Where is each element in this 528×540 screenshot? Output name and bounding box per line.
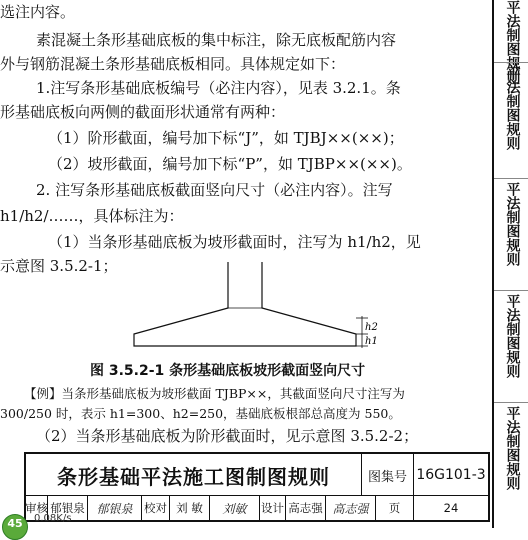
text-line-5: 形基础底板向两侧的截面形状通常有两种：: [0, 103, 286, 121]
reviewer-name: 郁银泉: [48, 496, 88, 520]
foundation-outline: [134, 262, 356, 346]
text-line-1: 选注内容。: [0, 3, 76, 21]
side-tab-4[interactable]: 平法制图规则: [504, 294, 521, 378]
checker-name: 刘 敏: [170, 496, 210, 520]
speed-readout: 0.08K/s: [34, 513, 72, 524]
side-tab-3[interactable]: 平法制图规则: [504, 182, 521, 266]
network-speed-widget[interactable]: [0, 512, 130, 528]
reviewer-signature: 郁银泉: [88, 496, 142, 520]
text-line-11: 示意图 3.5.2-1；: [0, 257, 118, 275]
designer-signature: 高志强: [326, 496, 376, 520]
side-tab-5[interactable]: 平法制图规则: [504, 406, 521, 490]
text-line-8: 2. 注写条形基础底板截面竖向尺寸（必注内容）。注写: [36, 181, 393, 199]
example-line-2: 300/250 时，表示 h1=300、h2=250，基础底板根部总高度为 550。: [0, 406, 401, 421]
text-line-3: 外与钢筋混凝土条形基础底板相同。具体规定如下：: [0, 55, 346, 73]
check-label: 校对: [142, 496, 170, 520]
side-tab-1[interactable]: 平法制图规则: [504, 0, 521, 84]
atlas-number-label: 图集号: [362, 454, 414, 496]
dim-label-h2: h2: [365, 322, 378, 333]
example-line-1: 【例】当条形基础底板为坡形截面 TJBP××，其截面竖向尺寸注写为: [24, 386, 405, 401]
design-label: 设计: [260, 496, 286, 520]
text-line-9: h1/h2/……，具体标注为：: [0, 207, 184, 225]
dim-label-h1: h1: [365, 336, 378, 347]
drawing-title: 条形基础平法施工图制图规则: [26, 454, 362, 496]
side-tabs: [494, 0, 528, 528]
text-line-4: 1.注写条形基础底板编号（必注内容），见表 3.2.1。条: [36, 79, 401, 97]
text-line-7: （2）坡形截面，编号加下标“P”，如 TJBP××(××)。: [48, 155, 412, 173]
text-line-2: 素混凝土条形基础底板的集中标注，除无底板配筋内容: [36, 31, 397, 49]
review-label: 审核: [26, 496, 48, 520]
checker-signature: 刘敏: [210, 496, 260, 520]
text-line-last: （2）当条形基础底板为阶形截面时，见示意图 3.5.2-2；: [36, 427, 419, 445]
page-number: 24: [443, 501, 459, 515]
text-line-10: （1）当条形基础底板为坡形截面时，注写为 h1/h2，见: [48, 233, 421, 251]
atlas-number-value: 16G101-3: [416, 467, 486, 483]
side-tab-2[interactable]: 平法制图规则: [504, 66, 521, 150]
page-label: 页: [376, 496, 414, 520]
slope-section-diagram: [110, 258, 380, 368]
speed-gauge-icon: 45: [2, 514, 28, 540]
figure-caption: 图 3.5.2-1 条形基础底板坡形截面竖向尺寸: [90, 363, 366, 379]
designer-name: 高志强: [286, 496, 326, 520]
text-line-6: （1）阶形截面，编号加下标“J”，如 TJBJ××(××)；: [48, 129, 404, 147]
